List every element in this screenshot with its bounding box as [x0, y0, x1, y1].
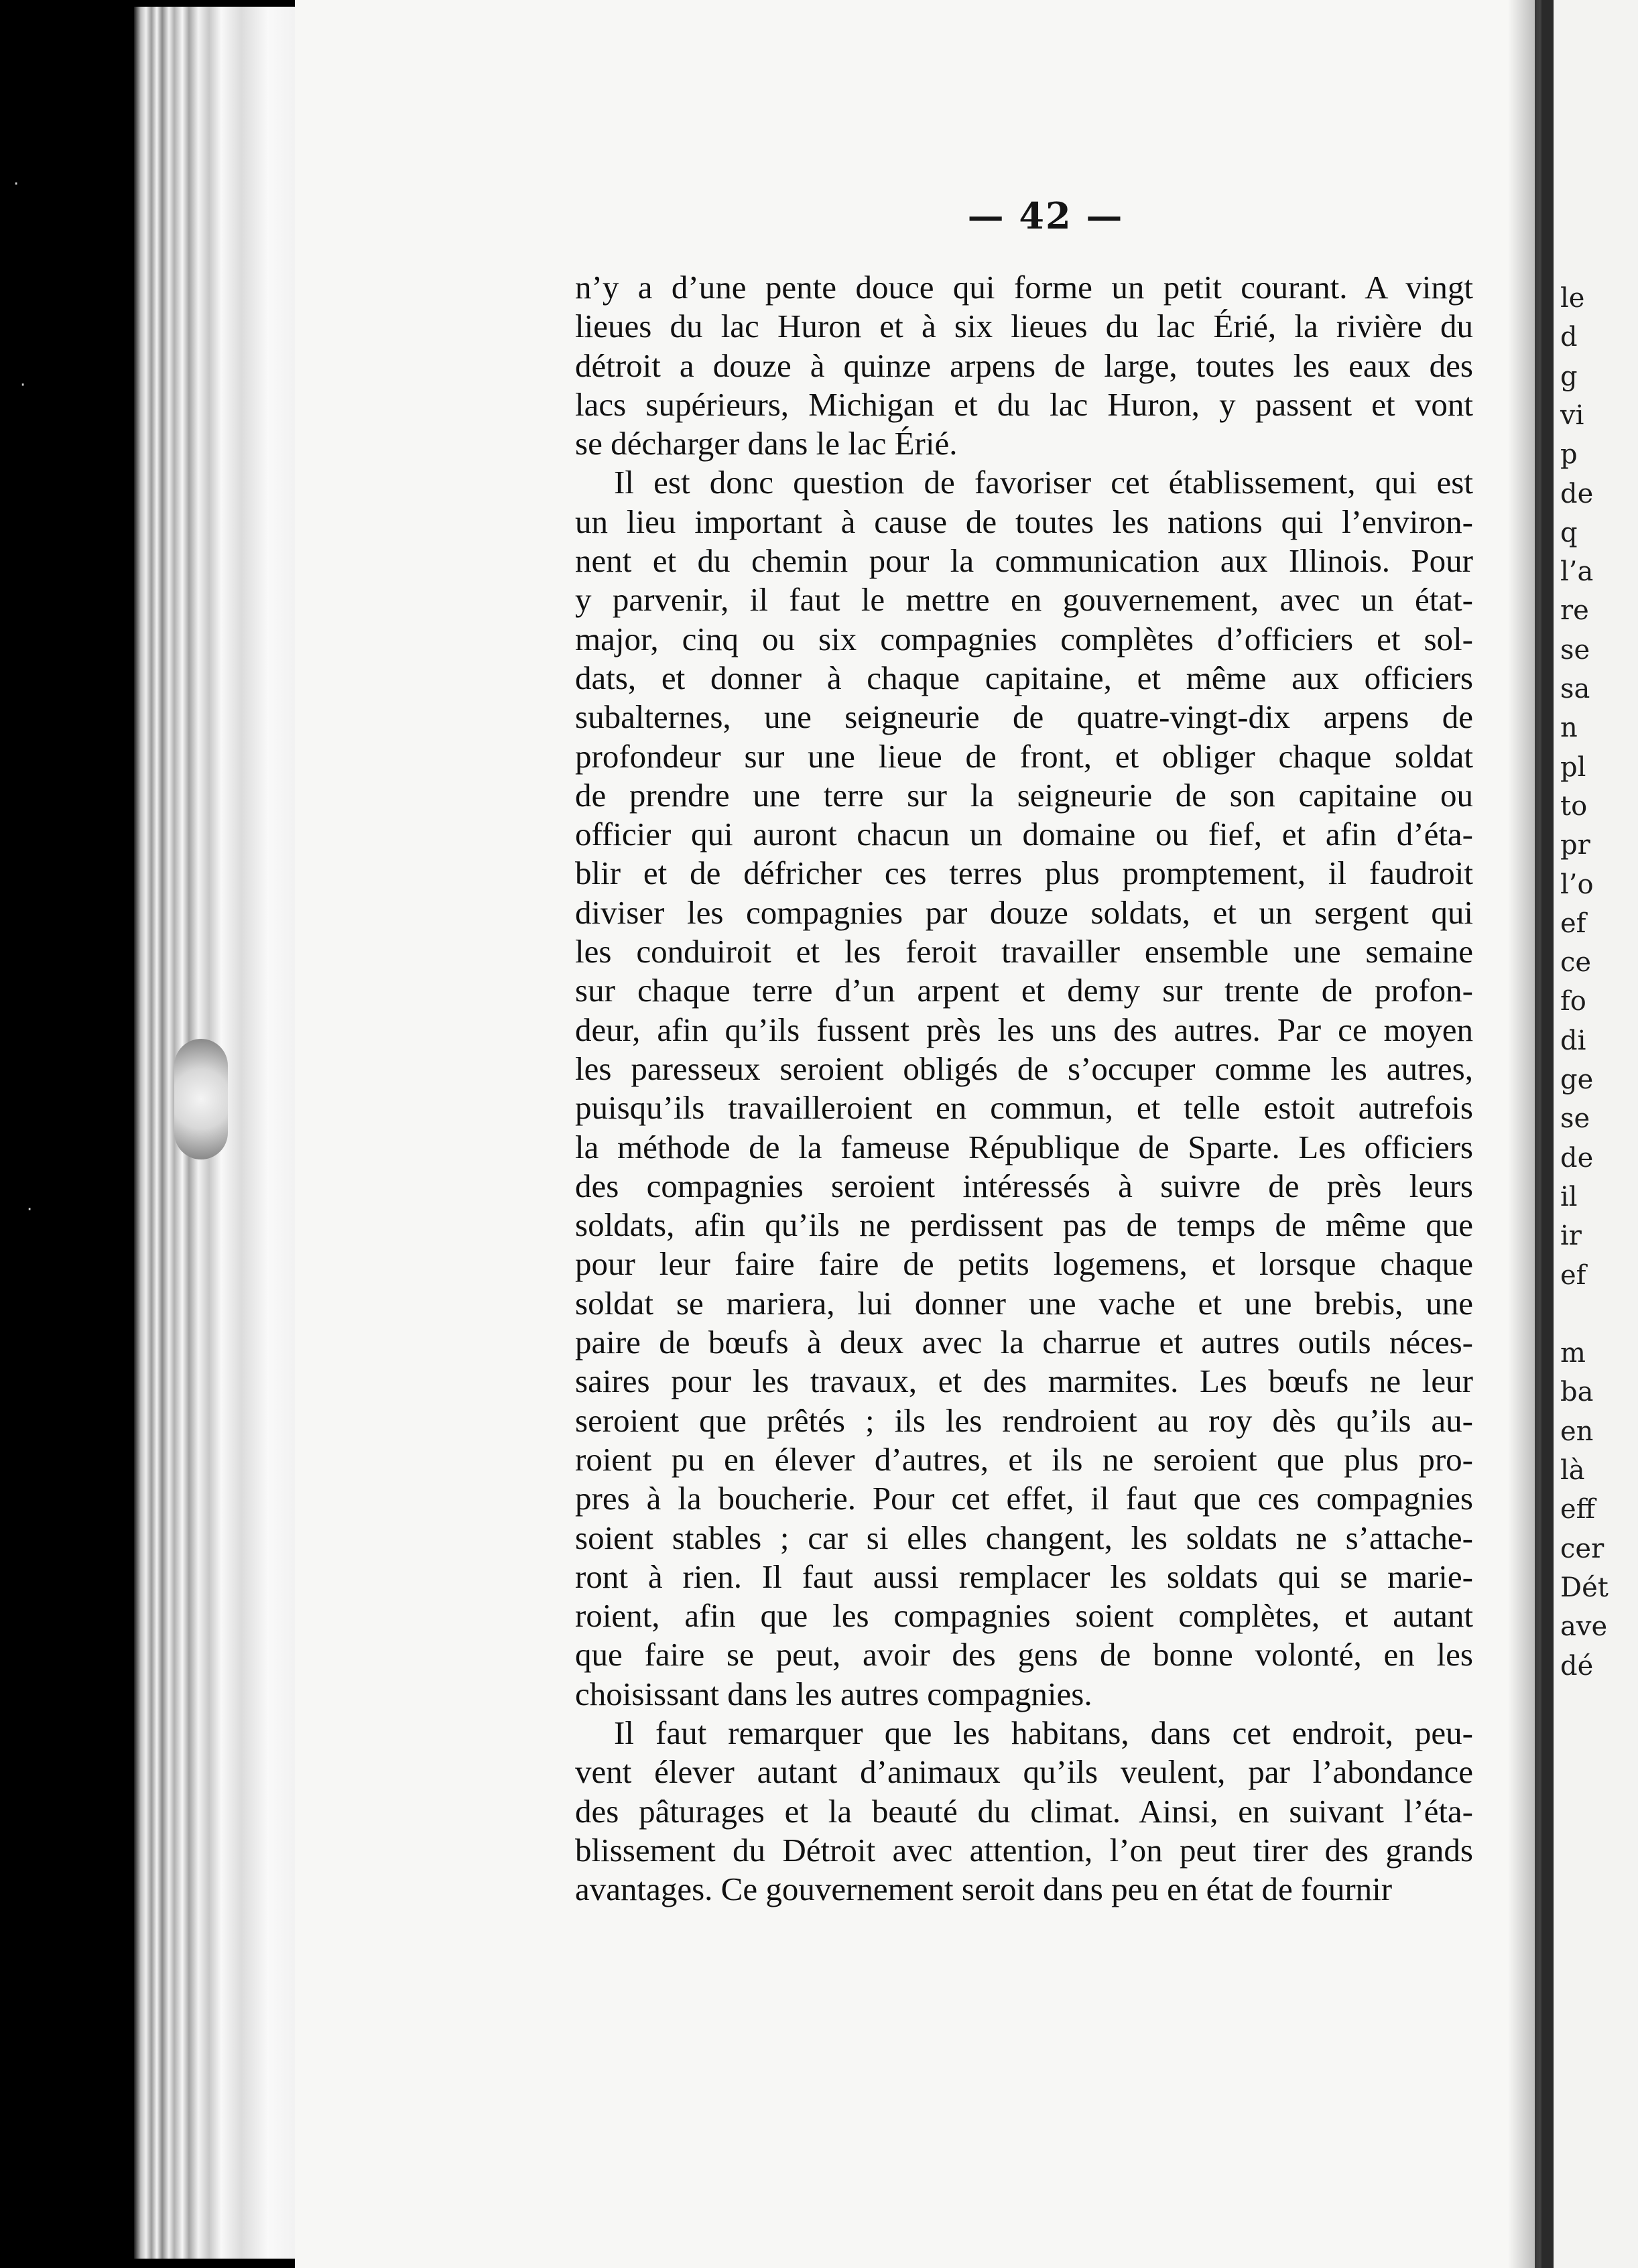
text-line: saires pour les travaux, et des marmites. Les bœufs ne leur: [575, 1363, 1473, 1400]
text-line: y parvenir, il faut le mettre en gouvernement, avec un état-: [575, 581, 1473, 619]
text-line: soldats, afin qu’ils ne perdissent pas de temps de même que: [575, 1206, 1473, 1244]
text-line: blissement du Détroit avec attention, l’on peut tirer des grands: [575, 1831, 1473, 1869]
text-line: les paresseux seroient obligés de s’occuper comme les autres,: [575, 1050, 1473, 1087]
page-number: — 42 —: [967, 194, 1124, 237]
text-line: major, cinq ou six compagnies complètes d’officiers et sol-: [575, 620, 1473, 657]
facing-page-fragment: là: [1560, 1455, 1585, 1486]
text-line: dats, et donner à chaque capitaine, et même aux officiers: [575, 659, 1473, 696]
facing-page-fragment: se: [1560, 1103, 1590, 1135]
text-line: roient, afin que les compagnies soient complètes, et autant: [575, 1597, 1473, 1635]
text-line: profondeur sur une lieue de front, et obliger chaque soldat: [575, 737, 1473, 775]
text-line: sur chaque terre d’un arpent et demy sur trente de profon-: [575, 972, 1473, 1009]
facing-page-fragment: m: [1560, 1338, 1586, 1369]
text-line: paire de bœufs à deux avec la charrue et autres outils néces-: [575, 1324, 1473, 1361]
text-line: seroient que prêtés ; ils les rendroient au roy dès qu’ils au-: [575, 1401, 1473, 1439]
facing-page-fragment: en: [1560, 1415, 1594, 1447]
text-line: détroit a douze à quinze arpens de large, toutes les eaux des: [575, 346, 1473, 384]
text-line: vent élever autant d’animaux qu’ils veulent, par l’abondance: [575, 1753, 1473, 1791]
facing-page-fragment: sa: [1560, 674, 1590, 704]
facing-page-fragment: ge: [1560, 1064, 1594, 1095]
facing-page-fragment: ef: [1560, 1259, 1586, 1291]
facing-page-fragment: de: [1560, 478, 1594, 509]
text-line: des compagnies seroient intéressés à suivre de près leurs: [575, 1167, 1473, 1204]
text-line: deur, afin qu’ils fussent près les uns des autres. Par ce moyen: [575, 1011, 1473, 1048]
text-line: ront à rien. Il faut aussi remplacer les soldats qui se marie-: [575, 1558, 1473, 1595]
text-line: pres à la boucherie. Pour cet effet, il faut que ces compagnies: [575, 1480, 1473, 1517]
facing-page-fragment: dé: [1560, 1650, 1594, 1682]
facing-page-fragment: Dét: [1560, 1572, 1609, 1603]
margin-speck: ·: [20, 375, 26, 395]
edge-stain: [174, 1039, 228, 1159]
text-line: la méthode de la fameuse République de Sparte. Les officiers: [575, 1128, 1473, 1166]
facing-page-fragment: re: [1560, 595, 1589, 627]
text-line: officier qui auront chacun un domaine ou fief, et afin d’éta-: [575, 816, 1473, 853]
facing-page-fragment: ba: [1560, 1377, 1594, 1408]
facing-page-fragment: il: [1560, 1181, 1578, 1212]
text-line: Il est donc question de favoriser cet établissement, qui est: [614, 464, 1473, 501]
facing-page-fragment: de: [1560, 1142, 1594, 1174]
facing-page-fragment: le: [1560, 283, 1585, 314]
facing-page-fragment: d: [1560, 322, 1578, 353]
text-line: des pâturages et la beauté du climat. Ainsi, en suivant l’éta-: [575, 1792, 1473, 1830]
text-line: Il faut remarquer que les habitans, dans cet endroit, peu-: [614, 1714, 1473, 1751]
text-line: soldat se mariera, lui donner une vache et une brebis, une: [575, 1284, 1473, 1322]
facing-page-fragment: p: [1560, 439, 1578, 470]
text-line: pour leur faire faire de petits logemens, et lorsque chaque: [575, 1245, 1473, 1283]
facing-page-fragment: cer: [1560, 1533, 1604, 1564]
facing-page-fragment: q: [1560, 517, 1578, 548]
text-line: lacs supérieurs, Michigan et du lac Huron, y passent et vont: [575, 385, 1473, 423]
facing-page-fragment: eff: [1560, 1494, 1596, 1525]
facing-page-fragment: pr: [1560, 830, 1590, 861]
facing-page-fragment: to: [1560, 790, 1588, 822]
facing-page-fragment: l’o: [1560, 869, 1594, 900]
text-line: de prendre une terre sur la seigneurie de son capitaine ou: [575, 776, 1473, 814]
facing-page-fragment: vi: [1560, 399, 1584, 431]
text-line: n’y a d’une pente douce qui forme un petit courant. A vingt: [575, 269, 1473, 306]
text-line: puisqu’ils travailleroient en commun, et telle estoit autrefois: [575, 1089, 1473, 1127]
facing-page-fragment: n: [1560, 712, 1578, 744]
text-line: lieues du lac Huron et à six lieues du lac Érié, la rivière du: [575, 308, 1473, 345]
facing-page-fragment: l’a: [1560, 556, 1594, 588]
stacked-page-edges: [134, 7, 308, 2259]
facing-page-fragment: se: [1560, 634, 1590, 666]
facing-page-fragment: ef: [1560, 907, 1586, 939]
text-line: se décharger dans le lac Érié.: [575, 425, 958, 462]
text-line: blir et de défricher ces terres plus promptement, il faudroit: [575, 855, 1473, 892]
facing-page-fragment: pl: [1560, 751, 1586, 783]
text-line: roient pu en élever d’autres, et ils ne seroient que plus pro-: [575, 1440, 1473, 1478]
text-line: que faire se peut, avoir des gens de bonne volonté, en les: [575, 1636, 1473, 1674]
body-text: [575, 268, 1473, 1909]
margin-speck: ·: [27, 1200, 33, 1220]
facing-page-fragment: g: [1560, 361, 1578, 392]
text-line: diviser les compagnies par douze soldats, et un sergent qui: [575, 893, 1473, 931]
margin-speck: ·: [13, 174, 19, 194]
text-line: soient stables ; car si elles changent, les soldats ne s’attache-: [575, 1519, 1473, 1556]
text-line: nent et du chemin pour la communication aux Illinois. Pour: [575, 542, 1473, 580]
text-line: un lieu important à cause de toutes les nations qui l’environ-: [575, 503, 1473, 540]
text-line: avantages. Ce gouvernement seroit dans peu en état de fournir: [575, 1871, 1393, 1908]
text-line: subalternes, une seigneurie de quatre-vingt-dix arpens de: [575, 698, 1473, 736]
text-line: choisissant dans les autres compagnies.: [575, 1675, 1092, 1712]
facing-page-fragment: ce: [1560, 947, 1592, 979]
facing-page-fragment: di: [1560, 1025, 1586, 1056]
facing-page-fragment: fo: [1560, 986, 1586, 1017]
facing-page-fragment: ave: [1560, 1611, 1608, 1643]
facing-page-fragment: ir: [1560, 1220, 1582, 1252]
text-line: les conduiroit et les feroit travailler ensemble une semaine: [575, 933, 1473, 970]
facing-page: [1541, 0, 1638, 2268]
